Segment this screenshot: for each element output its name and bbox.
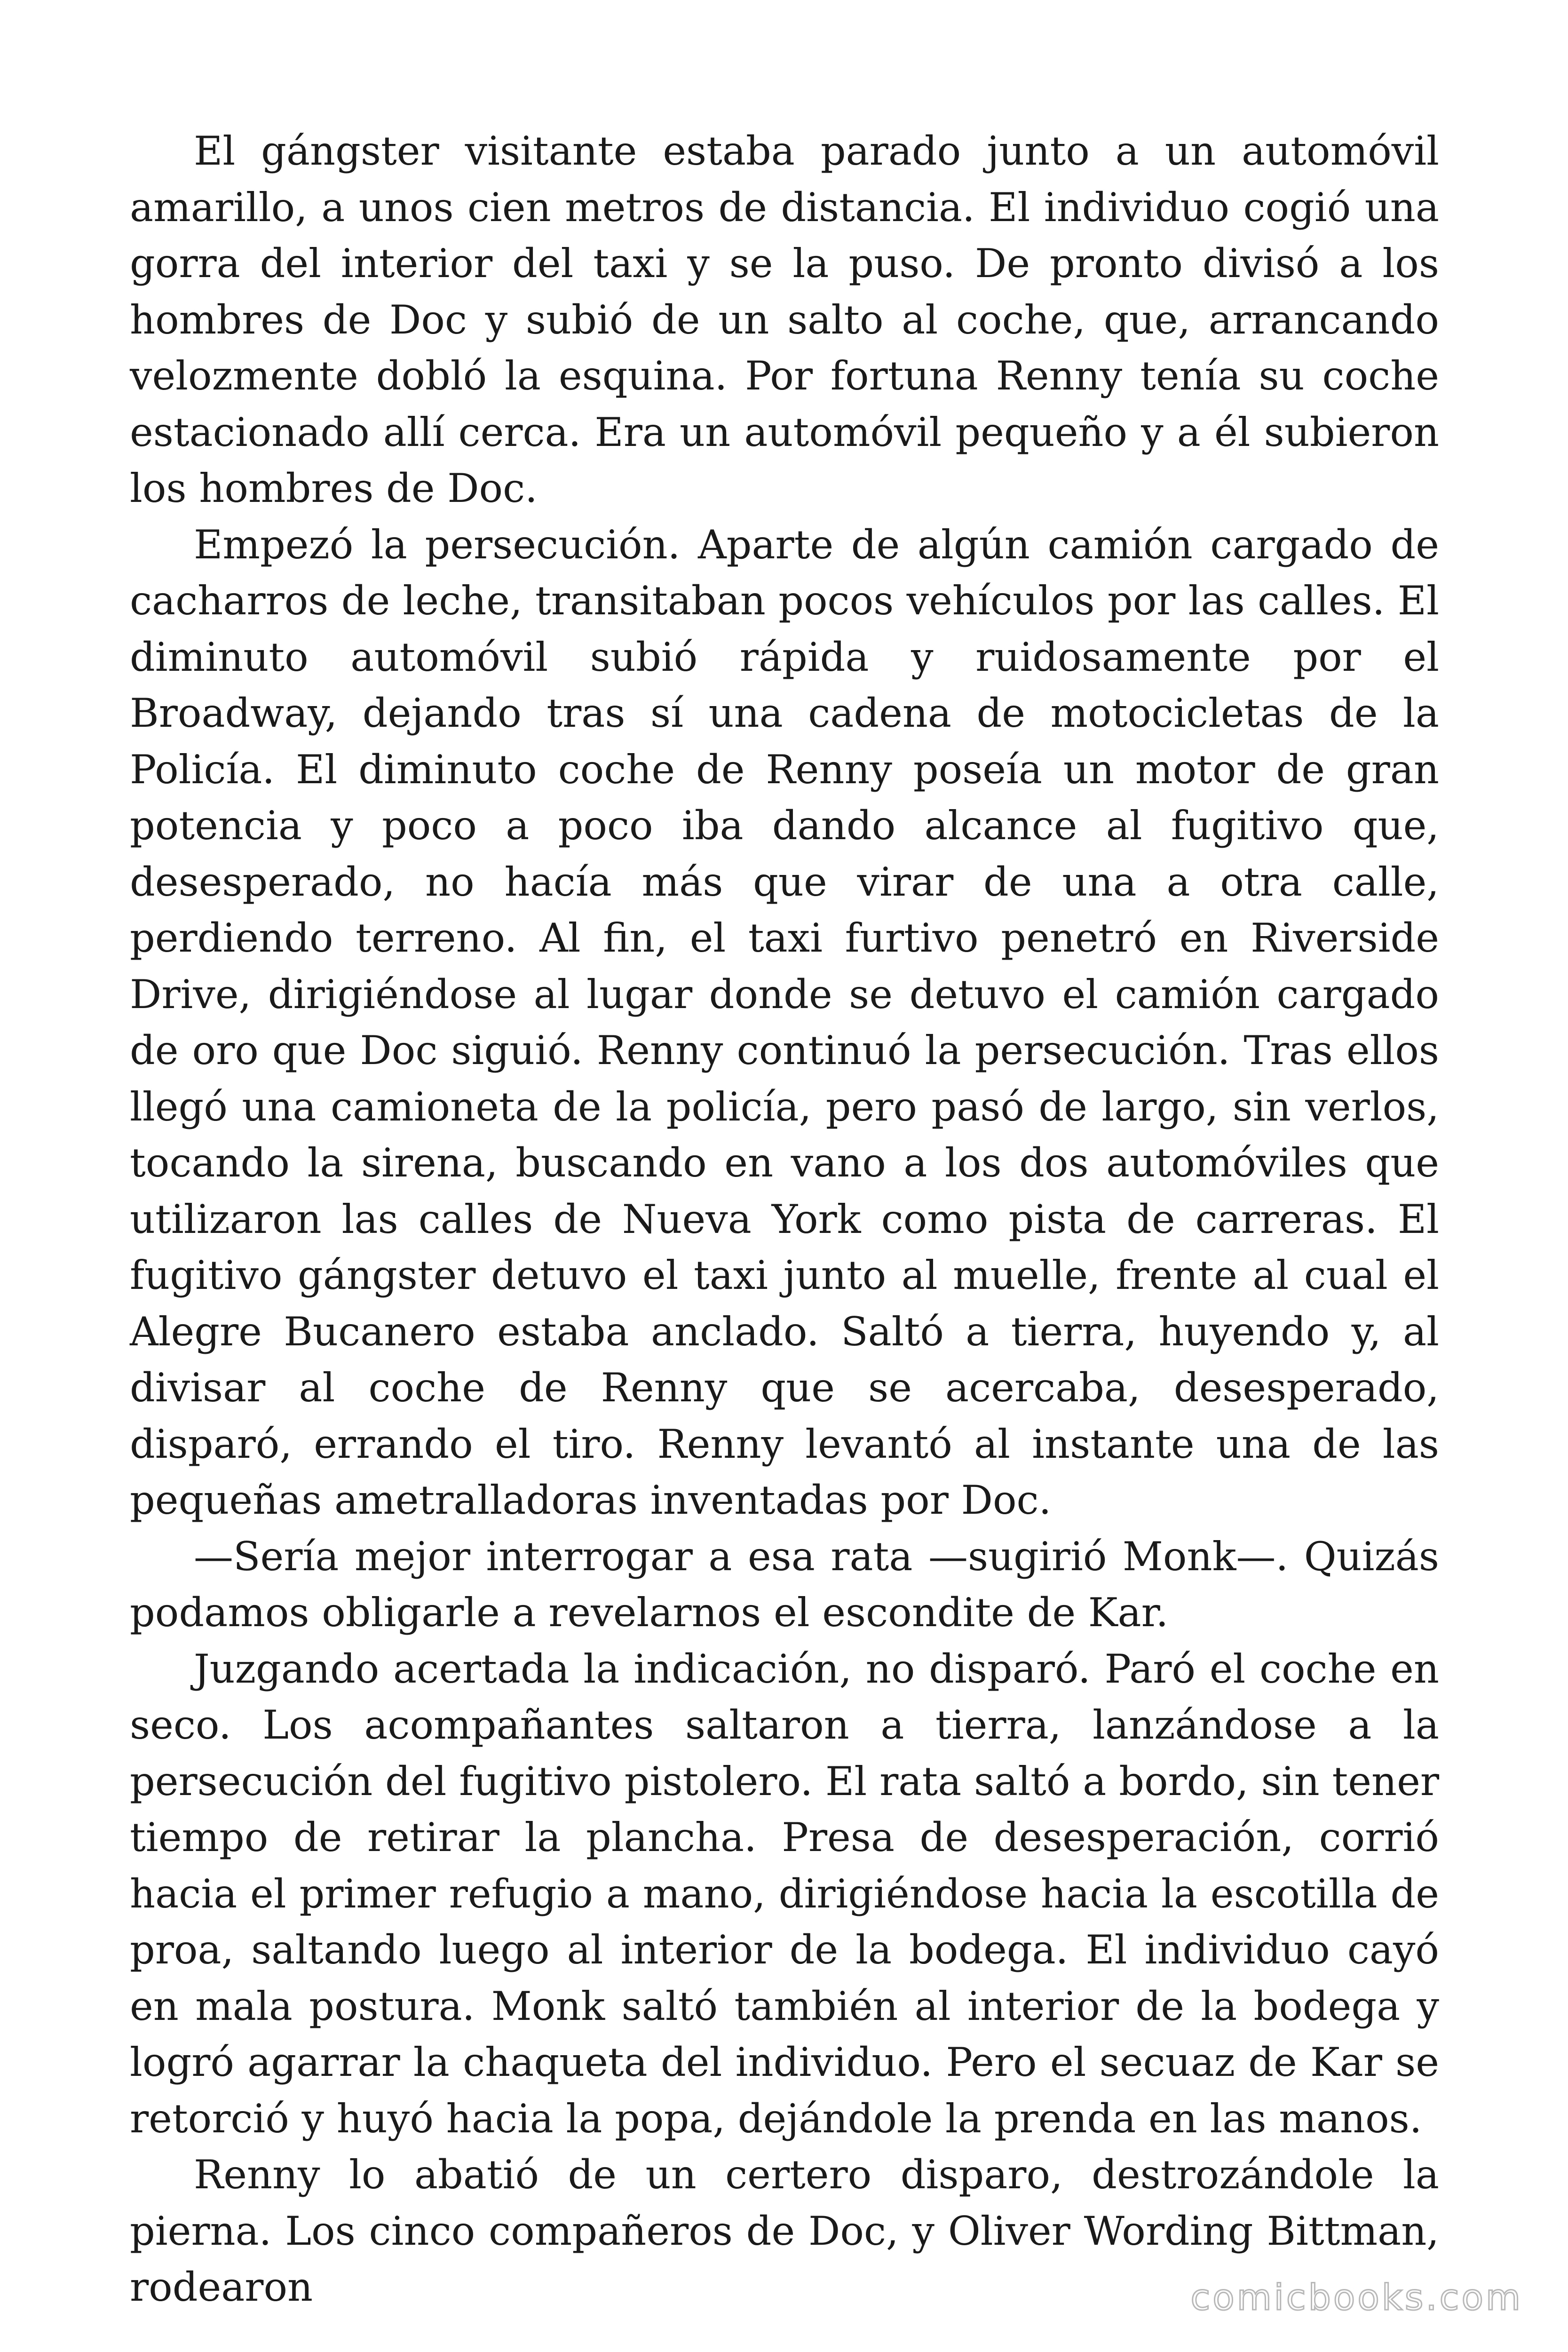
paragraph-1: El gángster visitante estaba parado junto a un automóvil amarillo, a unos cien metros de distancia. El individuo cogió una gorra del interior del taxi y se la puso. De pronto divisó a los hombres de Doc y subió de un salto al coche, que, arrancando velozmente dobló la esquina. Por fortuna Renny tenía su coche estacionado allí cerca. Era un automóvil pequeño y a él subieron los hombres de Doc. bbox=[130, 128, 1439, 511]
paragraph-2: Empezó la persecución. Aparte de algún camión cargado de cacharros de leche, transitaban pocos vehículos por las calles. El diminuto automóvil subió rápida y ruidosamente por el Broadway, dejando tras sí una cadena de motocicletas de la Policía. El diminuto coche de Renny poseía un motor de gran potencia y poco a poco iba dando alcance al fugitivo que, desesperado, no hacía más que virar de una a otra calle, perdiendo terreno. Al fin, el taxi furtivo penetró en Riverside Drive, dirigiéndose al lugar donde se detuvo el camión cargado de oro que Doc siguió. Renny continuó la persecución. Tras ellos llegó una camioneta de la policía, pero pasó de largo, sin verlos, tocando la sirena, buscando en vano a los dos automóviles que utilizaron las calles de Nueva York como pista de carreras. El fugitivo gángster detuvo el taxi junto al muelle, frente al cual el Alegre Bucanero estaba anclado. Saltó a tierra, huyendo y, al divisar al coche de Renny que se acercaba, desesperado, disparó, errando el tiro. Renny levantó al instante una de las pequeñas ametralladoras inventadas por Doc. bbox=[130, 521, 1439, 1523]
book-page-text bbox=[130, 123, 1439, 2316]
paragraph-4: Juzgando acertada la indicación, no disparó. Paró el coche en seco. Los acompañantes saltaron a tierra, lanzándose a la persecución del fugitivo pistolero. El rata saltó a bordo, sin tener tiempo de retirar la plancha. Presa de desesperación, corrió hacia el primer refugio a mano, dirigiéndose hacia la escotilla de proa, saltando luego al interior de la bodega. El individuo cayó en mala postura. Monk saltó también al interior de la bodega y logró agarrar la chaqueta del individuo. Pero el secuaz de Kar se retorció y huyó hacia la popa, dejándole la prenda en las manos. bbox=[130, 1645, 1439, 2142]
watermark: comicbooks.com bbox=[1190, 2276, 1523, 2318]
paragraph-3: —Sería mejor interrogar a esa rata —sugirió Monk—. Quizás podamos obligarle a revelarnos el escondite de Kar. bbox=[130, 1533, 1439, 1636]
paragraph-5: Renny lo abatió de un certero disparo, destrozándole la pierna. Los cinco compañeros de Doc, y Oliver Wording Bittman, rodearon bbox=[130, 2152, 1439, 2310]
